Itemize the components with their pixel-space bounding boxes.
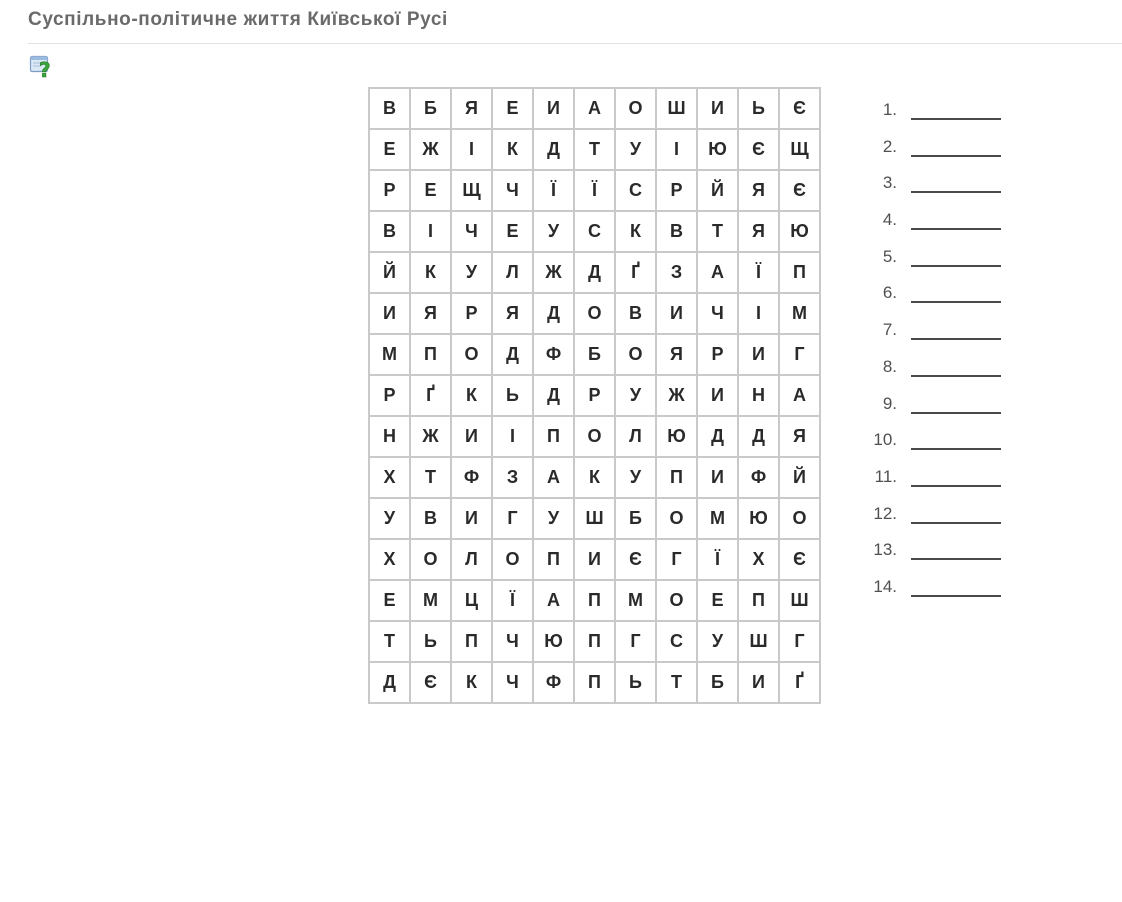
answer-item <box>855 281 1015 318</box>
answer-number: 8. <box>882 356 897 376</box>
grid-cell[interactable]: О <box>615 88 656 129</box>
grid-cell[interactable]: У <box>615 129 656 170</box>
grid-cell[interactable]: Я <box>492 293 533 334</box>
grid-cell[interactable]: Я <box>779 416 820 457</box>
grid-cell[interactable]: Ґ <box>779 662 820 703</box>
grid-cell[interactable]: И <box>533 88 574 129</box>
page-title: Суспільно-політичне життя Київської Русі <box>28 9 448 30</box>
answer-item <box>855 465 1015 502</box>
grid-cell[interactable]: О <box>779 498 820 539</box>
grid-cell[interactable]: Р <box>656 170 697 211</box>
grid-cell[interactable]: Ю <box>656 416 697 457</box>
answer-number: 14. <box>873 576 897 596</box>
grid-cell[interactable]: Ч <box>492 170 533 211</box>
title-divider <box>28 43 1122 44</box>
grid-cell[interactable]: Р <box>369 375 410 416</box>
grid-cell[interactable]: О <box>656 580 697 621</box>
grid-cell[interactable]: Р <box>574 375 615 416</box>
grid-cell[interactable]: У <box>369 498 410 539</box>
grid-cell[interactable]: М <box>697 498 738 539</box>
answer-number: 2. <box>882 136 897 156</box>
grid-cell[interactable]: Ф <box>738 457 779 498</box>
grid-cell[interactable]: Ж <box>656 375 697 416</box>
grid-cell[interactable]: Ю <box>779 211 820 252</box>
grid-cell[interactable]: И <box>697 375 738 416</box>
grid-cell[interactable]: В <box>656 211 697 252</box>
grid-cell[interactable]: А <box>533 580 574 621</box>
grid-cell[interactable]: Є <box>779 170 820 211</box>
grid-cell[interactable]: И <box>369 293 410 334</box>
grid-cell[interactable]: Н <box>369 416 410 457</box>
grid-cell[interactable]: И <box>697 457 738 498</box>
grid-cell[interactable]: Д <box>533 375 574 416</box>
grid-cell[interactable]: Ю <box>697 129 738 170</box>
grid-cell[interactable]: П <box>574 580 615 621</box>
grid-row <box>369 211 820 252</box>
answer-number: 9. <box>882 393 897 413</box>
grid-cell[interactable]: Є <box>615 539 656 580</box>
grid-cell[interactable]: М <box>615 580 656 621</box>
answer-field[interactable] <box>911 558 1001 560</box>
grid-cell[interactable]: А <box>533 457 574 498</box>
answer-item <box>855 392 1015 429</box>
grid-cell[interactable]: Я <box>410 293 451 334</box>
grid-cell[interactable]: Щ <box>451 170 492 211</box>
grid-cell[interactable]: Д <box>697 416 738 457</box>
grid-cell[interactable]: Ю <box>533 621 574 662</box>
grid-cell[interactable]: У <box>533 498 574 539</box>
answer-field[interactable] <box>911 155 1001 157</box>
answer-item <box>855 98 1015 135</box>
grid-cell[interactable]: Т <box>697 211 738 252</box>
answer-number: 1. <box>882 100 897 119</box>
grid-cell[interactable]: Х <box>369 457 410 498</box>
grid-cell[interactable]: О <box>574 293 615 334</box>
grid-cell[interactable]: Б <box>615 498 656 539</box>
answer-field[interactable] <box>911 595 1001 597</box>
grid-row <box>369 170 820 211</box>
grid-row <box>369 375 820 416</box>
grid-cell[interactable]: В <box>369 88 410 129</box>
grid-cell[interactable]: О <box>492 539 533 580</box>
grid-cell[interactable]: Б <box>410 88 451 129</box>
answer-item <box>855 245 1015 282</box>
grid-row <box>369 88 820 129</box>
grid-cell[interactable]: Ж <box>533 252 574 293</box>
grid-cell[interactable]: Л <box>451 539 492 580</box>
grid-cell[interactable]: М <box>410 580 451 621</box>
grid-row <box>369 621 820 662</box>
grid-cell[interactable]: В <box>615 293 656 334</box>
grid-cell[interactable]: Ї <box>574 170 615 211</box>
grid-cell[interactable]: Е <box>697 580 738 621</box>
answer-number: 6. <box>882 283 897 303</box>
grid-cell[interactable]: Ї <box>697 539 738 580</box>
answer-field[interactable] <box>911 338 1001 340</box>
grid-cell[interactable]: И <box>451 498 492 539</box>
grid-cell[interactable]: Б <box>697 662 738 703</box>
grid-cell[interactable]: Н <box>738 375 779 416</box>
grid-cell[interactable]: Л <box>615 416 656 457</box>
grid-cell[interactable]: У <box>615 457 656 498</box>
grid-cell[interactable]: Д <box>533 293 574 334</box>
grid-cell[interactable]: З <box>656 252 697 293</box>
grid-cell[interactable]: Я <box>451 88 492 129</box>
grid-cell[interactable]: К <box>615 211 656 252</box>
help-question-icon[interactable] <box>29 54 57 80</box>
grid-cell[interactable]: І <box>410 211 451 252</box>
grid-row <box>369 334 820 375</box>
grid-cell[interactable]: І <box>656 129 697 170</box>
grid-row <box>369 539 820 580</box>
grid-cell[interactable]: Ї <box>738 252 779 293</box>
grid-cell[interactable]: Р <box>697 334 738 375</box>
grid-cell[interactable]: Ц <box>451 580 492 621</box>
grid-cell[interactable]: Р <box>451 293 492 334</box>
answer-item <box>855 208 1015 245</box>
answer-number: 5. <box>882 246 897 266</box>
grid-cell[interactable]: Е <box>369 129 410 170</box>
grid-cell[interactable]: Ь <box>615 662 656 703</box>
grid-cell[interactable]: Ч <box>492 621 533 662</box>
answer-list <box>855 98 1015 612</box>
grid-cell[interactable]: Ч <box>697 293 738 334</box>
grid-cell[interactable]: О <box>574 416 615 457</box>
grid-cell[interactable]: И <box>738 662 779 703</box>
grid-cell[interactable]: Є <box>779 539 820 580</box>
grid-cell[interactable]: Ї <box>492 580 533 621</box>
grid-cell[interactable]: М <box>369 334 410 375</box>
grid-cell[interactable]: Є <box>779 88 820 129</box>
grid-cell[interactable]: Д <box>369 662 410 703</box>
word-search-grid <box>368 87 821 704</box>
answer-item <box>855 355 1015 392</box>
answer-number: 10. <box>873 430 897 450</box>
grid-cell[interactable]: Я <box>738 211 779 252</box>
answer-number: 13. <box>873 540 897 560</box>
answer-field[interactable] <box>911 448 1001 450</box>
grid-cell[interactable]: Т <box>410 457 451 498</box>
answer-field[interactable] <box>911 118 1001 120</box>
grid-cell[interactable]: Д <box>533 129 574 170</box>
grid-row <box>369 662 820 703</box>
answer-field[interactable] <box>911 228 1001 230</box>
answer-number: 7. <box>882 320 897 340</box>
grid-cell[interactable]: А <box>779 375 820 416</box>
grid-cell[interactable]: Т <box>574 129 615 170</box>
grid-cell[interactable]: У <box>697 621 738 662</box>
answer-item <box>855 171 1015 208</box>
grid-cell[interactable]: К <box>574 457 615 498</box>
answer-item <box>855 135 1015 172</box>
grid-cell[interactable]: К <box>451 375 492 416</box>
grid-cell[interactable]: О <box>451 334 492 375</box>
grid-cell[interactable]: Ш <box>779 580 820 621</box>
grid-cell[interactable]: И <box>656 293 697 334</box>
grid-row <box>369 129 820 170</box>
answer-number: 12. <box>873 503 897 523</box>
answer-number: 11. <box>874 466 897 486</box>
grid-row <box>369 580 820 621</box>
grid-cell[interactable]: Е <box>410 170 451 211</box>
grid-cell[interactable]: П <box>451 621 492 662</box>
answer-number: 3. <box>882 173 897 193</box>
grid-cell[interactable]: С <box>574 211 615 252</box>
grid-cell[interactable]: Й <box>779 457 820 498</box>
answer-item <box>855 575 1015 612</box>
grid-cell[interactable]: Ь <box>492 375 533 416</box>
answer-field[interactable] <box>911 375 1001 377</box>
grid-cell[interactable]: Ч <box>492 662 533 703</box>
grid-cell[interactable]: Ь <box>738 88 779 129</box>
grid-cell[interactable]: Ф <box>533 334 574 375</box>
grid-cell[interactable]: Е <box>492 211 533 252</box>
answer-field[interactable] <box>911 191 1001 193</box>
grid-cell[interactable]: З <box>492 457 533 498</box>
grid-cell[interactable]: Г <box>779 621 820 662</box>
grid-cell[interactable]: К <box>410 252 451 293</box>
grid-cell[interactable]: Й <box>369 252 410 293</box>
grid-cell[interactable]: Б <box>574 334 615 375</box>
grid-cell[interactable]: П <box>533 539 574 580</box>
grid-cell[interactable]: Ж <box>410 416 451 457</box>
grid-cell[interactable]: Е <box>492 88 533 129</box>
grid-cell[interactable]: Ш <box>656 88 697 129</box>
grid-cell[interactable]: І <box>451 129 492 170</box>
grid-row <box>369 457 820 498</box>
grid-cell[interactable]: Д <box>492 334 533 375</box>
answer-item <box>855 538 1015 575</box>
answer-item <box>855 502 1015 539</box>
grid-cell[interactable]: Ґ <box>615 252 656 293</box>
grid-cell[interactable]: Д <box>738 416 779 457</box>
grid-cell[interactable]: Г <box>615 621 656 662</box>
grid-cell[interactable]: Ю <box>738 498 779 539</box>
grid-cell[interactable]: Ь <box>410 621 451 662</box>
grid-cell[interactable]: Ш <box>574 498 615 539</box>
grid-cell[interactable]: І <box>492 416 533 457</box>
grid-row <box>369 498 820 539</box>
grid-cell[interactable]: Ґ <box>410 375 451 416</box>
grid-cell[interactable]: Х <box>738 539 779 580</box>
grid-cell[interactable]: П <box>574 662 615 703</box>
grid-cell[interactable]: У <box>615 375 656 416</box>
grid-cell[interactable]: Л <box>492 252 533 293</box>
grid-cell[interactable]: П <box>738 580 779 621</box>
answer-item <box>855 318 1015 355</box>
grid-cell[interactable]: І <box>738 293 779 334</box>
answer-field[interactable] <box>911 485 1001 487</box>
grid-row <box>369 416 820 457</box>
answer-field[interactable] <box>911 265 1001 267</box>
grid-cell[interactable]: У <box>451 252 492 293</box>
grid-cell[interactable]: Щ <box>779 129 820 170</box>
grid-cell[interactable]: Е <box>369 580 410 621</box>
grid-cell[interactable]: П <box>574 621 615 662</box>
grid-cell[interactable]: Г <box>656 539 697 580</box>
grid-cell[interactable]: Т <box>656 662 697 703</box>
grid-cell[interactable]: Д <box>574 252 615 293</box>
grid-cell[interactable]: В <box>410 498 451 539</box>
answer-field[interactable] <box>911 522 1001 524</box>
grid-cell[interactable]: И <box>697 88 738 129</box>
grid-cell[interactable]: А <box>697 252 738 293</box>
grid-cell[interactable]: П <box>779 252 820 293</box>
grid-cell[interactable]: Я <box>656 334 697 375</box>
grid-cell[interactable]: Ї <box>533 170 574 211</box>
grid-cell[interactable]: П <box>410 334 451 375</box>
grid-cell[interactable]: О <box>656 498 697 539</box>
grid-cell[interactable]: Ш <box>738 621 779 662</box>
grid-cell[interactable]: П <box>656 457 697 498</box>
grid-cell[interactable]: С <box>656 621 697 662</box>
answer-field[interactable] <box>911 412 1001 414</box>
grid-cell[interactable]: К <box>451 662 492 703</box>
grid-cell[interactable]: И <box>574 539 615 580</box>
grid-cell[interactable]: Г <box>492 498 533 539</box>
grid-cell[interactable]: Є <box>738 129 779 170</box>
grid-cell[interactable]: Ж <box>410 129 451 170</box>
grid-cell[interactable]: К <box>492 129 533 170</box>
answer-field[interactable] <box>911 301 1001 303</box>
grid-cell[interactable]: Є <box>410 662 451 703</box>
grid-cell[interactable]: П <box>533 416 574 457</box>
grid-cell[interactable]: Й <box>697 170 738 211</box>
grid-cell[interactable]: А <box>574 88 615 129</box>
answer-item <box>855 428 1015 465</box>
grid-cell[interactable]: О <box>410 539 451 580</box>
grid-cell[interactable]: С <box>615 170 656 211</box>
grid-cell[interactable]: Х <box>369 539 410 580</box>
answer-number: 4. <box>882 210 897 230</box>
grid-cell[interactable]: М <box>779 293 820 334</box>
grid-row <box>369 252 820 293</box>
grid-cell[interactable]: Ч <box>451 211 492 252</box>
grid-cell[interactable]: У <box>533 211 574 252</box>
grid-cell[interactable]: Я <box>738 170 779 211</box>
svg-text:?: ? <box>39 58 51 80</box>
grid-cell[interactable]: Т <box>369 621 410 662</box>
grid-cell[interactable]: О <box>615 334 656 375</box>
grid-row <box>369 293 820 334</box>
grid-cell[interactable]: И <box>738 334 779 375</box>
grid-cell[interactable]: Ф <box>451 457 492 498</box>
grid-cell[interactable]: Р <box>369 170 410 211</box>
grid-cell[interactable]: Ф <box>533 662 574 703</box>
grid-cell[interactable]: В <box>369 211 410 252</box>
grid-cell[interactable]: Г <box>779 334 820 375</box>
grid-cell[interactable]: И <box>451 416 492 457</box>
